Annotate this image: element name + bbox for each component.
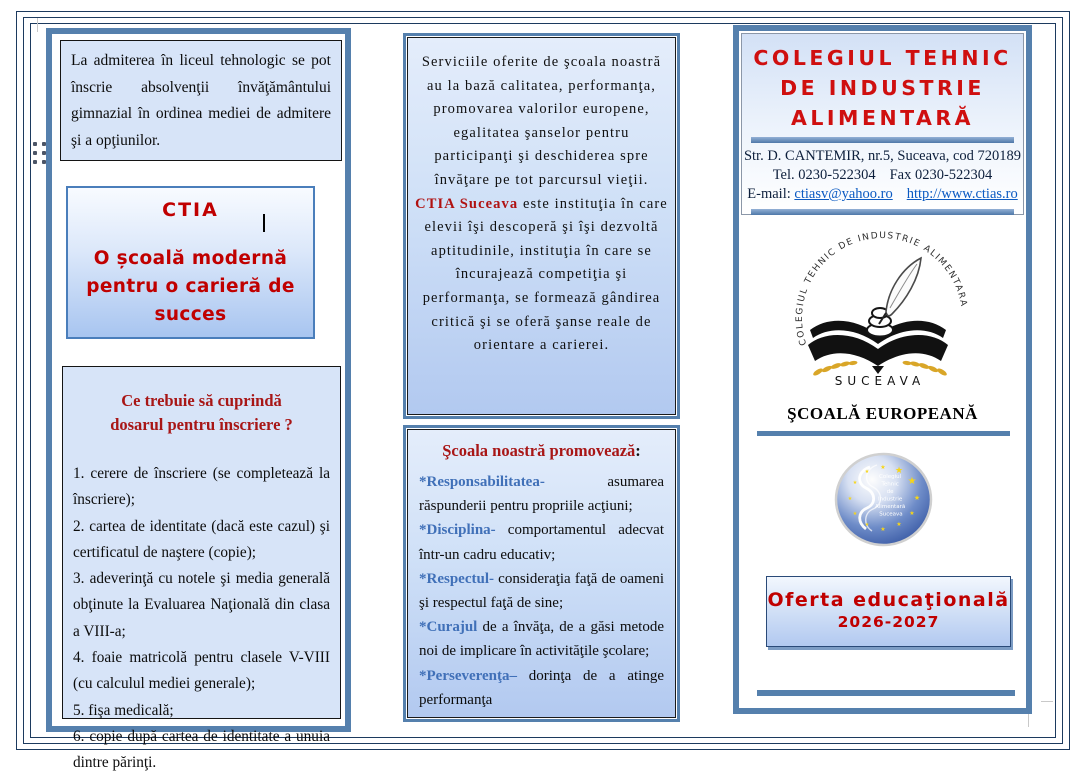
dossier-item: 2. cartea de identitate (dacă este cazul) şi certificatul de naştere (copie); [73, 517, 330, 561]
eu-center-text: Colegiul Tehnic de Industrie Alimentară Suceava [875, 474, 906, 518]
college-title [742, 34, 1023, 133]
phone-line [742, 166, 1023, 185]
educational-offer-box[interactable] [766, 576, 1011, 647]
european-school-badge: ŞCOALĂ EUROPEANĂ [787, 404, 978, 423]
value-lead: *Curajul [419, 619, 478, 636]
value-item [419, 664, 664, 712]
value-item [419, 567, 664, 615]
value-lead: *Responsabilitatea- [419, 474, 545, 490]
dossier-title-line1: Ce trebuie să cuprindă [121, 391, 282, 410]
svg-text:★: ★ [852, 480, 858, 486]
dossier-title-line2: dosarul pentru înscriere ? [110, 415, 293, 434]
dossier-item: 3. adeverinţă cu notele şi media generală obţinute la Evaluarea Naţională din clasa a VIII-a; [73, 570, 330, 640]
value-text: consideraţia faţă de oameni şi respectul faţă de sine; [419, 570, 664, 612]
college-title-line: COLEGIUL TEHNIC [753, 46, 1012, 70]
value-text: de a învăţa, de a găsi metode noi de implicare în activităţile şcolare; [419, 619, 664, 660]
divider-bar [757, 431, 1010, 436]
eu-sphere-svg [834, 452, 933, 547]
svg-text:★: ★ [880, 464, 886, 471]
svg-text:★: ★ [864, 522, 870, 528]
tel-text: Tel. 0230-522304 [772, 167, 876, 183]
school-crest-logo [784, 222, 980, 408]
quill-icon [879, 258, 921, 324]
value-item [419, 518, 664, 566]
divider-bar [751, 137, 1014, 143]
offer-title: Oferta educaţională [767, 589, 1010, 611]
value-item [419, 615, 664, 663]
school-crest-svg [784, 222, 980, 408]
dossier-item: 5. fişa medicală; [73, 701, 174, 719]
admission-note-text: La admiterea în liceul tehnologic se pot înscrie absolvenţii învăţământului gimnazial în ordinea mediei de admitere şi a opţiunilor. [71, 52, 331, 149]
divider-bar [751, 209, 1014, 215]
values-textbox[interactable] [403, 425, 680, 722]
text-cursor [263, 214, 265, 232]
dossier-item: 4. foaie matricolă pentru clasele V-VIII (cu calculul mediei generale); [73, 649, 330, 693]
dossier-item: 6. copie după cartea de identitate a unuia dintre părinţi. [73, 727, 330, 772]
crest-arc-text: COLEGIUL TEHNIC DE INDUSTRIE ALIMENTARA [794, 231, 969, 347]
college-title-line: ALIMENTARĂ [790, 106, 975, 130]
svg-text:★: ★ [847, 496, 853, 502]
divider-bar [757, 690, 1015, 696]
offer-years: 2026-2027 [837, 613, 940, 631]
email-label: E-mail: [747, 186, 791, 202]
values-title-colon: : [635, 441, 641, 460]
value-lead: *Disciplina- [419, 522, 496, 539]
services-rest-text: este instituţia în care elevii îşi descoperă şi îşi dezvoltă aptitudinile, instituţia în care se încurajează competiţia şi performanţa, se formează gândirea critică şi se oferă şanse reale de orientare a carierei. [422, 195, 668, 354]
value-text: comportamentul adecvat într-un cadru educativ; [419, 522, 664, 563]
crest-city-text: SUCEAVA [834, 374, 926, 388]
address-line: Str. D. CANTEMIR, nr.5, Suceava, cod 720189 [743, 148, 1022, 164]
website-link[interactable]: http://www.ctias.ro [906, 186, 1018, 202]
ctia-slogan: O școală modernă pentru o carieră de succes [86, 248, 295, 325]
svg-text:★: ★ [894, 466, 904, 476]
fax-text: Fax 0230-522304 [889, 167, 993, 183]
email-link[interactable]: ctiasv@yahoo.ro [794, 186, 893, 202]
ctia-slogan-textbox[interactable] [66, 186, 315, 339]
dossier-textbox[interactable] [62, 366, 341, 772]
admission-note-textbox[interactable] [60, 40, 342, 161]
guide-tick [1041, 701, 1053, 702]
guide-tick [37, 18, 38, 32]
svg-text:★: ★ [909, 510, 915, 517]
svg-text:★: ★ [880, 526, 886, 533]
ctia-title: CTIA [162, 199, 219, 221]
college-title-line: DE INDUSTRIE [780, 76, 985, 100]
value-lead: *Perseverenţa– [419, 667, 518, 684]
eu-sphere-logo [834, 452, 933, 547]
dossier-item: 1. cerere de înscriere (se completează la înscriere); [73, 465, 330, 509]
svg-text:★: ★ [864, 469, 870, 475]
services-textbox[interactable] [403, 33, 680, 419]
svg-text:★: ★ [913, 494, 921, 502]
value-text: dorinţa de a atinge performanţa [419, 667, 664, 708]
values-title: Şcoala noastră promovează [442, 441, 636, 460]
svg-text:★: ★ [907, 476, 917, 487]
ctia-suceava-highlight: CTIA Suceava [415, 195, 519, 212]
value-text: asumarea răspunderii pentru propriile acţiuni; [419, 474, 664, 515]
services-intro-text: Serviciile oferite de şcoala noastră au la bază calitatea, performanţa, promovarea valorilor europene, egalitatea şanselor pentru participanţi şi deschiderea spre învăţare pe tot parcursul vieţii. [421, 54, 662, 188]
svg-text:★: ★ [852, 511, 858, 517]
svg-text:★: ★ [896, 521, 902, 528]
guide-tick [1028, 714, 1029, 727]
email-line [742, 185, 1023, 204]
value-item [419, 470, 664, 518]
college-header-box[interactable] [741, 33, 1024, 215]
value-lead: *Respectul- [419, 570, 494, 587]
